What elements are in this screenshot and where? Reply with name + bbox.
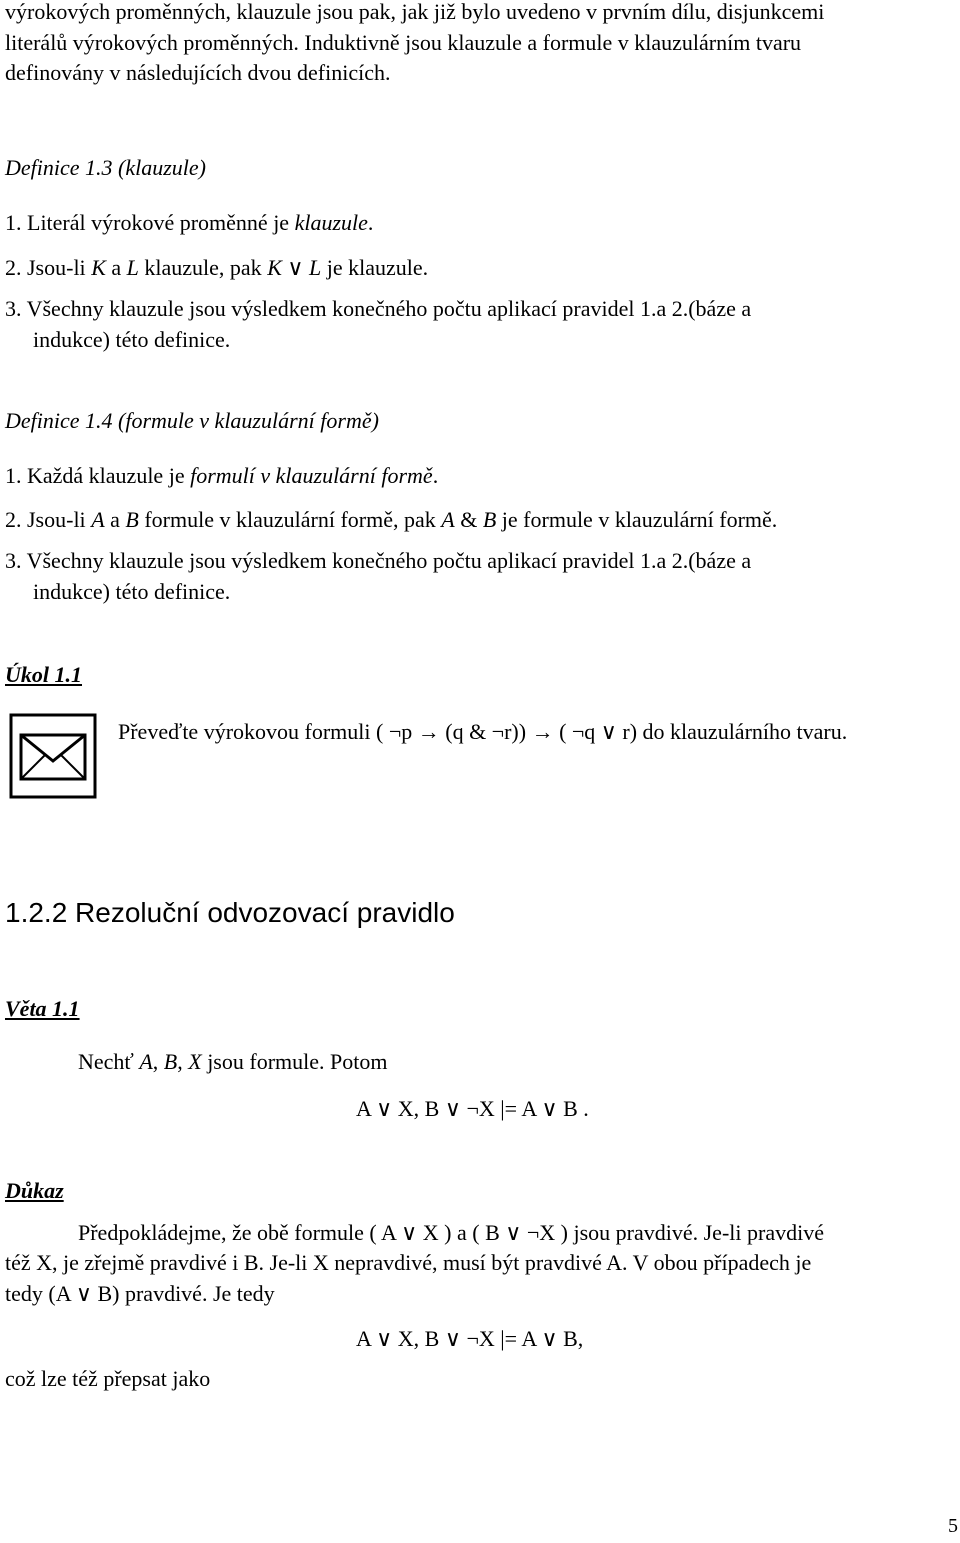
proof-line-3: tedy (A ∨ B) pravdivé. Je tedy	[5, 1281, 275, 1306]
definition-1-3-item-3: 3. Všechny klauzule jsou výsledkem konečného počtu aplikací pravidel 1.a 2.(báze a	[5, 296, 752, 321]
definition-1-3-item-1: 1. Literál výrokové proměnné je klauzule.	[5, 210, 374, 235]
theorem-formula: A ∨ X, B ∨ ¬X |= A ∨ B .	[356, 1096, 589, 1121]
definition-1-3-item-3-cont: indukce) této definice.	[33, 327, 231, 352]
task-text: Převeďte výrokovou formuli ( ¬p → (q & ¬r)) → ( ¬q ∨ r) do klauzulárního tvaru.	[118, 719, 848, 744]
definition-1-3-item-2: 2. Jsou-li K a L klauzule, pak K ∨ L je klauzule.	[5, 255, 429, 280]
section-heading: 1.2.2 Rezoluční odvozovací pravidlo	[5, 897, 455, 928]
theorem-title: Věta 1.1	[5, 996, 80, 1021]
definition-1-3-title: Definice 1.3 (klauzule)	[5, 155, 206, 180]
definition-1-4-item-3-cont: indukce) této definice.	[33, 579, 231, 604]
proof-line-4: což lze též přepsat jako	[5, 1366, 211, 1391]
intro-line-2: literálů výrokových proměnných. Induktivně jsou klauzule a formule v klauzulárním tvaru	[5, 30, 802, 55]
task-title: Úkol 1.1	[5, 662, 82, 687]
intro-line-1: výrokových proměnných, klauzule jsou pak, jak již bylo uvedeno v prvním dílu, disjunkcemi	[5, 0, 825, 24]
definition-1-4-title: Definice 1.4 (formule v klauzulární formě)	[5, 408, 379, 433]
proof-line-1: Předpokládejme, že obě formule ( A ∨ X ) a ( B ∨ ¬X ) jsou pravdivé. Je-li pravdivé	[78, 1220, 824, 1245]
definition-1-4-item-2: 2. Jsou-li A a B formule v klauzulární formě, pak A & B je formule v klauzulární formě.	[5, 507, 778, 532]
envelope-icon	[9, 713, 97, 799]
definition-1-4-item-3: 3. Všechny klauzule jsou výsledkem konečného počtu aplikací pravidel 1.a 2.(báze a	[5, 548, 752, 573]
theorem-statement: Nechť A, B, X jsou formule. Potom	[78, 1049, 388, 1074]
page-number: 5	[948, 1515, 958, 1537]
proof-title: Důkaz	[5, 1178, 64, 1203]
proof-formula: A ∨ X, B ∨ ¬X |= A ∨ B,	[356, 1326, 584, 1351]
proof-line-2: též X, je zřejmě pravdivé i B. Je-li X nepravdivé, musí být pravdivé A. V obou případech je	[5, 1250, 812, 1275]
intro-line-3: definovány v následujících dvou definicích.	[5, 60, 391, 85]
definition-1-4-item-1: 1. Každá klauzule je formulí v klauzulární formě.	[5, 463, 439, 488]
